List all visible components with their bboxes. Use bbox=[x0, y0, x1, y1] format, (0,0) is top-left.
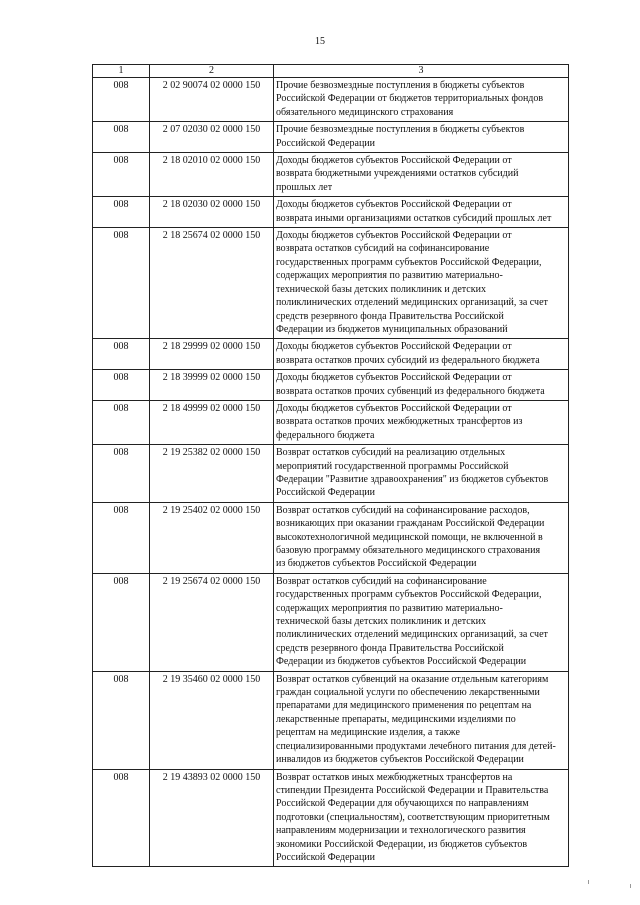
scan-mark bbox=[588, 880, 589, 884]
description-line: Прочие безвозмездные поступления в бюджеты субъектов bbox=[276, 124, 525, 136]
description-line: Возврат остатков субсидий на реализацию отдельных bbox=[276, 447, 506, 459]
description-line: Федерации из бюджетов субъектов Российской Федерации bbox=[276, 656, 527, 668]
description-line: специализированными продуктами лечебного питания для детей- bbox=[276, 740, 556, 752]
description-cell bbox=[274, 370, 569, 401]
description-cell bbox=[274, 502, 569, 573]
table-row bbox=[93, 370, 569, 401]
description-line: федерального бюджета bbox=[276, 429, 375, 441]
description-cell bbox=[274, 400, 569, 444]
revenue-code-cell: 2 18 29999 02 0000 150 bbox=[150, 339, 274, 370]
revenue-code-cell: 2 18 39999 02 0000 150 bbox=[150, 370, 274, 401]
description-cell bbox=[274, 197, 569, 228]
admin-code-cell: 008 bbox=[93, 228, 150, 339]
description-line: возврата остатков субсидий на софинансирование bbox=[276, 243, 490, 255]
description-line: Российской Федерации для обучающихся по направлениям bbox=[276, 798, 529, 810]
description-line: Доходы бюджетов субъектов Российской Федерации от bbox=[276, 155, 512, 167]
admin-code-cell: 008 bbox=[93, 339, 150, 370]
description-line: поликлинических отделений медицинских организаций, за счет bbox=[276, 629, 548, 641]
revenue-code-cell: 2 19 25674 02 0000 150 bbox=[150, 573, 274, 671]
description-line: Возврат остатков субсидий на софинансирование bbox=[276, 575, 487, 587]
table-row bbox=[93, 197, 569, 228]
description-cell bbox=[274, 228, 569, 339]
table-header-row bbox=[93, 65, 569, 78]
description-line: направлениям модернизации и технологического развития bbox=[276, 825, 526, 837]
description-line: поликлинических отделений медицинских организаций, за счет bbox=[276, 297, 548, 309]
description-line: возврата остатков прочих субвенций из федерального бюджета bbox=[276, 385, 545, 397]
table-row bbox=[93, 502, 569, 573]
revenue-code-cell: 2 19 35460 02 0000 150 bbox=[150, 671, 274, 769]
description-line: лекарственные препараты, медицинскими изделиями по bbox=[276, 713, 516, 725]
description-line: Доходы бюджетов субъектов Российской Федерации от bbox=[276, 372, 512, 384]
description-line: Российской Федерации bbox=[276, 851, 376, 863]
table-body bbox=[93, 65, 569, 867]
admin-code-cell: 008 bbox=[93, 370, 150, 401]
description-line: Федерации "Развитие здравоохранения" из бюджетов субъектов bbox=[276, 473, 549, 485]
description-line: инвалидов из бюджетов субъектов Российской Федерации bbox=[276, 754, 524, 766]
table-row bbox=[93, 228, 569, 339]
admin-code-cell: 008 bbox=[93, 153, 150, 197]
revenue-code-cell: 2 19 43893 02 0000 150 bbox=[150, 769, 274, 867]
description-line: граждан социальной услуги по обеспечению лекарственными bbox=[276, 687, 540, 699]
admin-code-cell: 008 bbox=[93, 197, 150, 228]
page-number: 15 bbox=[315, 36, 325, 47]
description-line: Прочие безвозмездные поступления в бюджеты субъектов bbox=[276, 80, 525, 91]
description-line: Российской Федерации bbox=[276, 137, 376, 149]
description-cell bbox=[274, 573, 569, 671]
description-cell bbox=[274, 153, 569, 197]
revenue-code-cell: 2 19 25382 02 0000 150 bbox=[150, 445, 274, 503]
table-row bbox=[93, 769, 569, 867]
description-line: возврата остатков прочих субсидий из федерального бюджета bbox=[276, 354, 540, 366]
description-line: Возврат остатков субвенций на оказание отдельным категориям bbox=[276, 673, 549, 685]
admin-code-cell: 008 bbox=[93, 502, 150, 573]
admin-code-cell: 008 bbox=[93, 769, 150, 867]
description-line: средств резервного фонда Правительства Российской bbox=[276, 642, 504, 654]
revenue-code-cell: 2 07 02030 02 0000 150 bbox=[150, 122, 274, 153]
description-cell bbox=[274, 445, 569, 503]
description-line: возврата остатков прочих межбюджетных трансфертов из bbox=[276, 416, 523, 428]
column-header-1: 1 bbox=[93, 65, 150, 78]
table-row bbox=[93, 122, 569, 153]
description-line: Российской Федерации от бюджетов территориальных фондов bbox=[276, 93, 544, 105]
admin-code-cell: 008 bbox=[93, 400, 150, 444]
description-line: стипендии Президента Российской Федерации и Правительства bbox=[276, 784, 549, 796]
description-line: экономики Российской Федерации, из бюджетов субъектов bbox=[276, 838, 528, 850]
description-line: возникающих при оказании гражданам Российской Федерации bbox=[276, 518, 545, 530]
revenue-code-cell: 2 02 90074 02 0000 150 bbox=[150, 78, 274, 122]
description-line: возврата иными организациями остатков субсидий прошлых лет bbox=[276, 212, 552, 224]
table-row bbox=[93, 400, 569, 444]
description-line: мероприятий государственной программы Российской bbox=[276, 460, 509, 472]
description-line: Возврат остатков иных межбюджетных трансфертов на bbox=[276, 771, 513, 783]
table-row bbox=[93, 339, 569, 370]
description-line: прошлых лет bbox=[276, 181, 333, 193]
description-cell bbox=[274, 122, 569, 153]
table-row bbox=[93, 153, 569, 197]
description-line: средств резервного фонда Правительства Российской bbox=[276, 310, 504, 322]
description-line: из бюджетов субъектов Российской Федерации bbox=[276, 558, 477, 570]
description-line: содержащих мероприятия по развитию материально- bbox=[276, 270, 503, 282]
revenue-code-cell: 2 19 25402 02 0000 150 bbox=[150, 502, 274, 573]
revenue-code-cell: 2 18 02030 02 0000 150 bbox=[150, 197, 274, 228]
description-line: Доходы бюджетов субъектов Российской Федерации от bbox=[276, 402, 512, 414]
description-line: Возврат остатков субсидий на софинансирование расходов, bbox=[276, 504, 530, 516]
description-line: Доходы бюджетов субъектов Российской Федерации от bbox=[276, 199, 512, 211]
table-row bbox=[93, 573, 569, 671]
description-line: высокотехнологичной медицинской помощи, не включенной в bbox=[276, 531, 543, 543]
description-line: рецептам на медицинские изделия, а также bbox=[276, 727, 460, 739]
admin-code-cell: 008 bbox=[93, 573, 150, 671]
scan-mark bbox=[630, 884, 631, 888]
description-line: Доходы бюджетов субъектов Российской Федерации от bbox=[276, 230, 512, 242]
admin-code-cell: 008 bbox=[93, 445, 150, 503]
revenue-code-cell: 2 18 49999 02 0000 150 bbox=[150, 400, 274, 444]
description-cell bbox=[274, 78, 569, 122]
description-line: обязательного медицинского страхования bbox=[276, 106, 454, 118]
description-cell bbox=[274, 671, 569, 769]
description-line: технической базы детских поликлиник и детских bbox=[276, 616, 486, 628]
admin-code-cell: 008 bbox=[93, 671, 150, 769]
revenue-code-cell: 2 18 02010 02 0000 150 bbox=[150, 153, 274, 197]
description-line: Доходы бюджетов субъектов Российской Федерации от bbox=[276, 341, 512, 353]
table-row bbox=[93, 445, 569, 503]
description-line: содержащих мероприятия по развитию материально- bbox=[276, 602, 503, 614]
table-row bbox=[93, 78, 569, 122]
description-line: Российской Федерации bbox=[276, 487, 376, 499]
description-line: государственных программ субъектов Российской Федерации, bbox=[276, 589, 542, 601]
description-line: базовую программу обязательного медицинского страхования bbox=[276, 545, 541, 556]
revenue-codes-table bbox=[92, 64, 569, 867]
description-cell bbox=[274, 769, 569, 867]
description-line: препаратами для медицинского применения по рецептам на bbox=[276, 700, 532, 712]
column-header-2: 2 bbox=[150, 65, 274, 78]
description-line: Федерации из бюджетов муниципальных образований bbox=[276, 323, 508, 335]
admin-code-cell: 008 bbox=[93, 122, 150, 153]
description-line: подготовки (специальностям), соответствующим приоритетным bbox=[276, 811, 550, 823]
revenue-code-cell: 2 18 25674 02 0000 150 bbox=[150, 228, 274, 339]
column-header-3: 3 bbox=[274, 65, 569, 78]
description-line: возврата бюджетными учреждениями остатков субсидий bbox=[276, 168, 519, 180]
table-row bbox=[93, 671, 569, 769]
description-cell bbox=[274, 339, 569, 370]
description-line: государственных программ субъектов Российской Федерации, bbox=[276, 256, 542, 268]
admin-code-cell: 008 bbox=[93, 78, 150, 122]
description-line: технической базы детских поликлиник и детских bbox=[276, 283, 486, 295]
